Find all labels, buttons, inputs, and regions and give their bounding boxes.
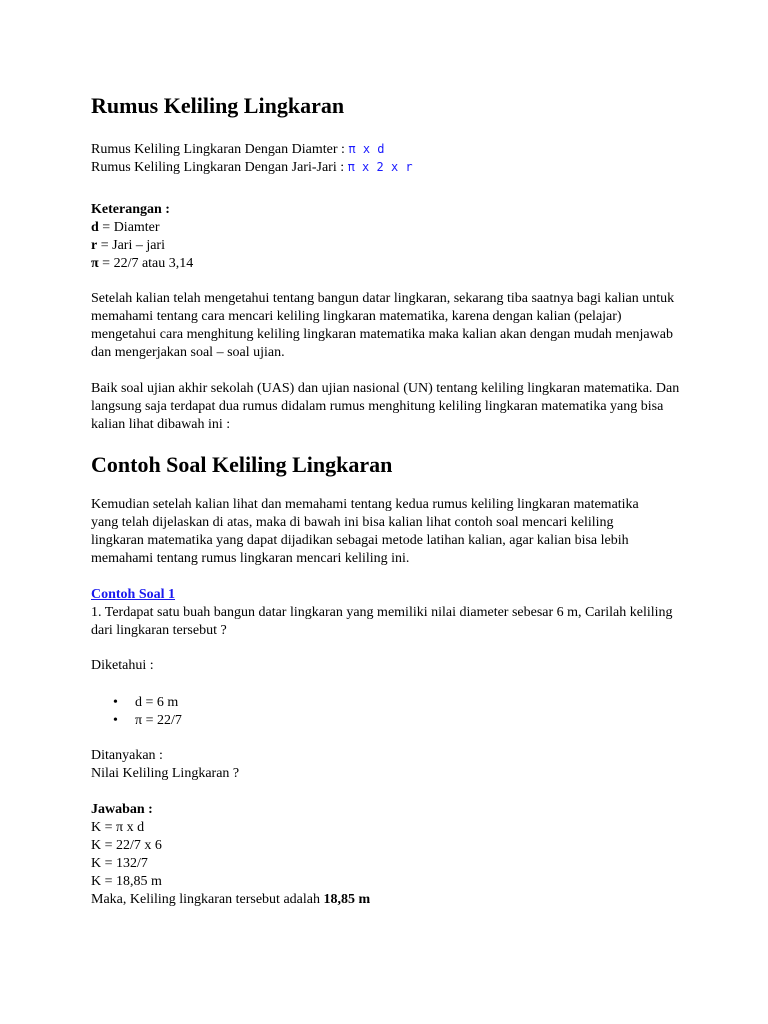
section-title-contoh-soal: Contoh Soal Keliling Lingkaran [91, 452, 393, 477]
asked-text: Nilai Keliling Lingkaran ? [91, 766, 240, 781]
bullet-icon: • [113, 695, 118, 710]
answer-line: K = 18,85 m [91, 874, 162, 889]
known-item [91, 694, 691, 712]
keterangan-symbol: d [91, 220, 99, 235]
answer-label-text: Jawaban : [91, 802, 153, 817]
keterangan-text: = 22/7 atau 3,14 [98, 256, 194, 271]
formula-diameter [91, 140, 691, 158]
known-item-text: d = 6 m [135, 695, 179, 710]
contoh-soal-link[interactable]: Contoh Soal 1 [91, 587, 176, 602]
keterangan-heading [91, 201, 691, 219]
formula-radius-value: π x 2 x r [347, 160, 413, 174]
conclusion [91, 891, 691, 909]
formula-diameter-label: Rumus Keliling Lingkaran Dengan Diamter : [91, 142, 349, 157]
section-intro: Kemudian setelah kalian lihat dan memahami tentang kedua rumus keliling lingkaran matematika yang telah dijelaskan di atas, maka di bawah ini bisa kalian lihat contoh soal mencari keliling lingkaran matematika yang dapat dijadikan sebagai metode latihan kalian, agar kalian bisa lebih memahami tentang rumus lingkaran mencari keliling ini. [91, 497, 639, 566]
paragraph-1: Setelah kalian telah mengetahui tentang bangun datar lingkaran, sekarang tiba saatnya bagi kalian untuk memahami tentang cara mencari keliling lingkaran matematika, karena dengan kalian (pelajar) mengetahui cara menghitung keliling lingkaran matematika maka kalian akan dengan mudah menjawab dan mengerjakan soal – soal ujian. [91, 291, 675, 360]
known-list [91, 694, 691, 730]
asked-section [91, 747, 691, 783]
keterangan-symbol: π [91, 256, 99, 271]
keterangan-section [91, 201, 691, 273]
keterangan-item [91, 255, 691, 273]
conclusion-text: Maka, Keliling lingkaran tersebut adalah [91, 892, 324, 907]
bullet-icon: • [113, 713, 118, 728]
example-link-line [91, 586, 691, 604]
keterangan-symbol: r [91, 238, 98, 253]
answer-section [91, 801, 691, 909]
keterangan-item [91, 237, 691, 255]
answer-line: K = 132/7 [91, 856, 148, 871]
keterangan-text: = Diamter [98, 220, 160, 235]
known-item-text: π = 22/7 [135, 713, 182, 728]
known-label: Diketahui : [91, 658, 154, 673]
asked-label: Ditanyakan : [91, 748, 163, 763]
conclusion-value: 18,85 m [323, 892, 371, 907]
answer-line: K = 22/7 x 6 [91, 838, 162, 853]
known-item [91, 712, 691, 730]
keterangan-text: = Jari – jari [97, 238, 165, 253]
example-question: 1. Terdapat satu buah bangun datar lingkaran yang memiliki nilai diameter sebesar 6 m, Carilah keliling dari lingkaran tersebut ? [91, 605, 673, 638]
example-section [91, 586, 691, 640]
formula-section [91, 140, 691, 176]
paragraph-2: Baik soal ujian akhir sekolah (UAS) dan ujian nasional (UN) tentang keliling lingkaran matematika. Dan langsung saja terdapat dua rumus didalam rumus menghitung keliling lingkaran matematika yang bisa kalian lihat dibawah ini : [91, 381, 680, 432]
page-title: Rumus Keliling Lingkaran [91, 93, 345, 118]
answer-label [91, 801, 691, 819]
keterangan-heading-text: Keterangan : [91, 202, 170, 217]
formula-radius [91, 158, 691, 176]
formula-diameter-value: π x d [348, 142, 385, 156]
answer-line: K = π x d [91, 820, 145, 835]
formula-radius-label: Rumus Keliling Lingkaran Dengan Jari-Jari : [91, 160, 348, 175]
keterangan-item [91, 219, 691, 237]
